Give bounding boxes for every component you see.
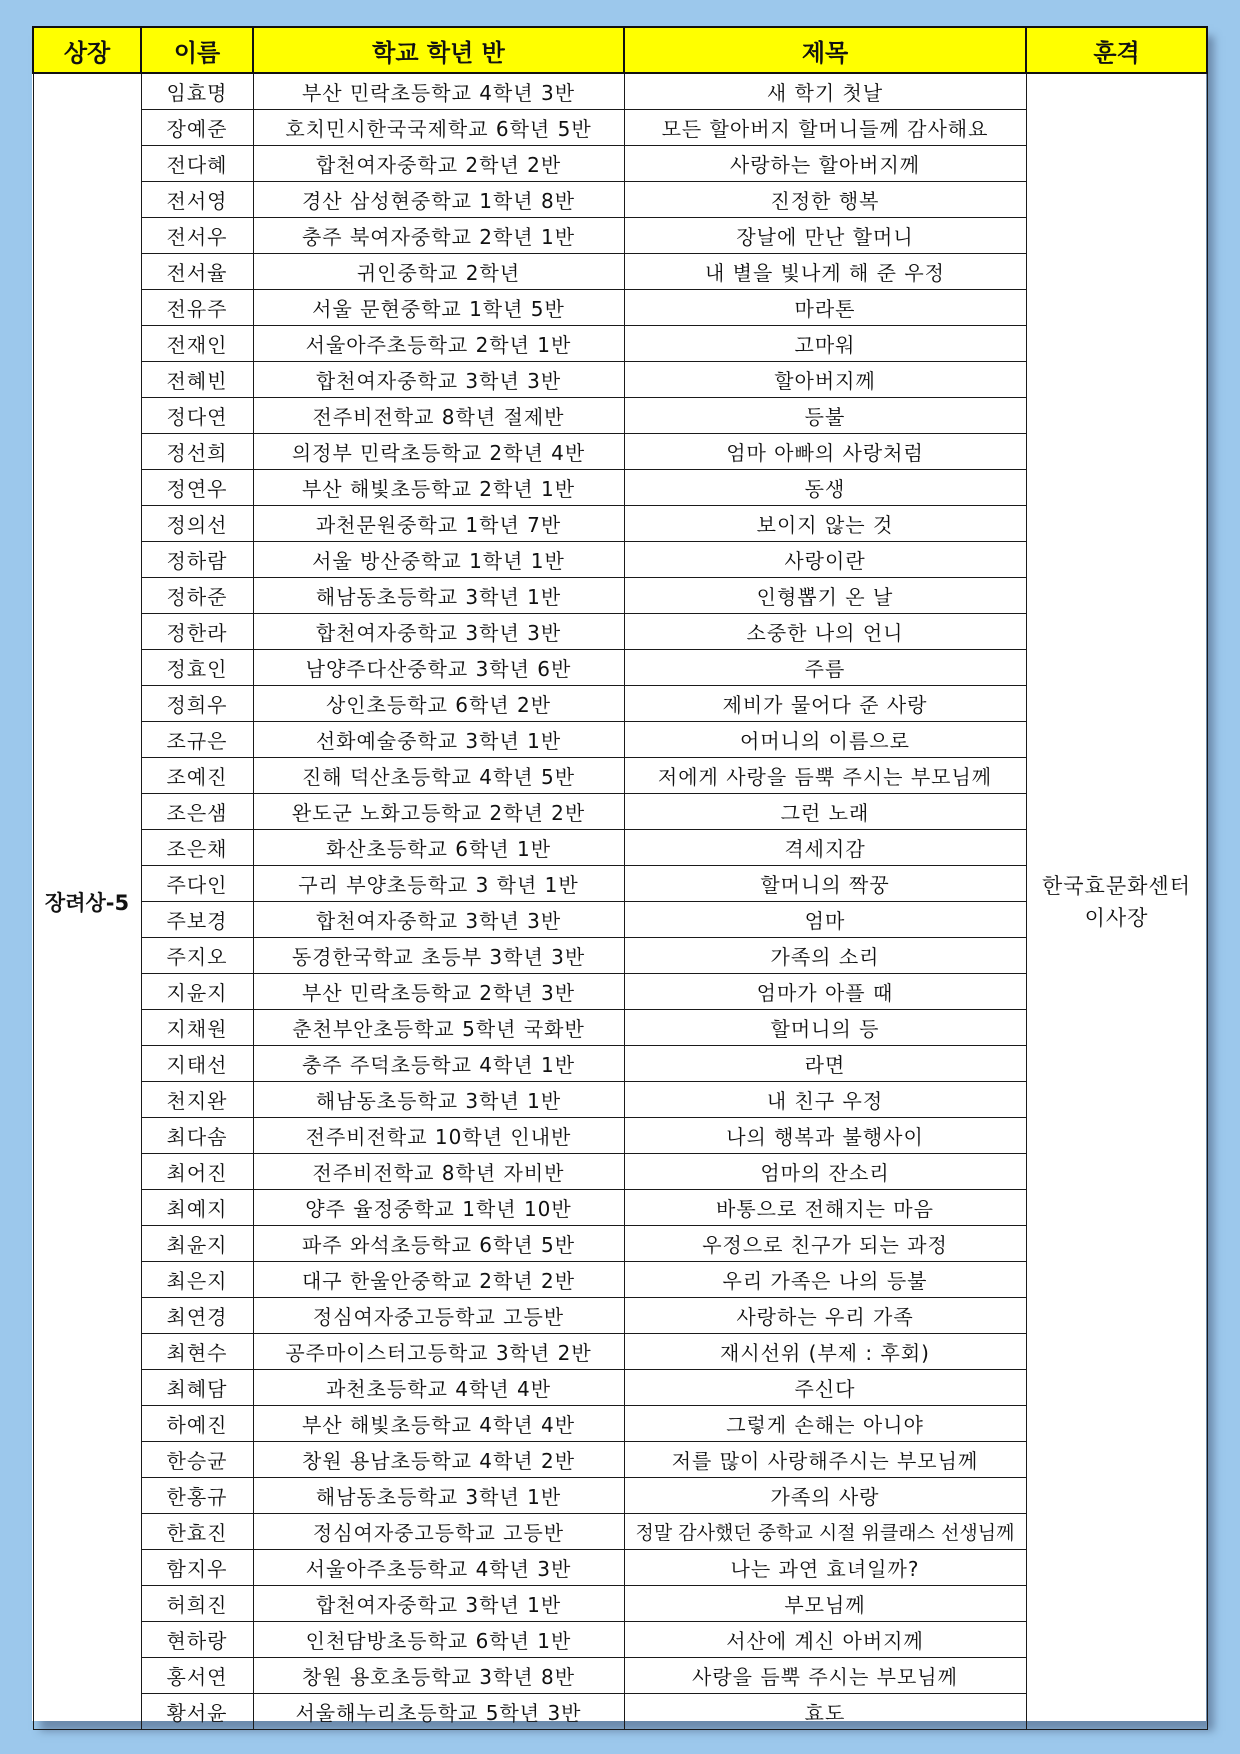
name-cell: 허희진 <box>141 1586 253 1622</box>
name-cell: 지윤지 <box>141 974 253 1010</box>
title-cell: 할머니의 짝꿍 <box>624 866 1026 902</box>
school-cell: 충주 북여자중학교 2학년 1반 <box>253 218 624 254</box>
name-cell: 지태선 <box>141 1046 253 1082</box>
school-cell: 해남동초등학교 3학년 1반 <box>253 1478 624 1514</box>
title-cell: 내 친구 우정 <box>624 1082 1026 1118</box>
school-cell: 해남동초등학교 3학년 1반 <box>253 578 624 614</box>
name-cell: 조예진 <box>141 758 253 794</box>
header-school: 학교 학년 반 <box>253 27 624 73</box>
header-title: 제목 <box>624 27 1026 73</box>
name-cell: 조은채 <box>141 830 253 866</box>
school-cell: 서울 방산중학교 1학년 1반 <box>253 542 624 578</box>
name-cell: 최현수 <box>141 1334 253 1370</box>
title-cell: 마라톤 <box>624 290 1026 326</box>
school-cell: 부산 해빛초등학교 2학년 1반 <box>253 470 624 506</box>
title-cell: 바통으로 전해지는 마음 <box>624 1190 1026 1226</box>
table-header <box>33 27 1207 73</box>
title-cell: 사랑하는 할아버지께 <box>624 146 1026 182</box>
school-cell: 정심여자중고등학교 고등반 <box>253 1514 624 1550</box>
name-cell: 정의선 <box>141 506 253 542</box>
school-cell: 합천여자중학교 3학년 3반 <box>253 362 624 398</box>
school-cell: 파주 와석초등학교 6학년 5반 <box>253 1226 624 1262</box>
name-cell: 전유주 <box>141 290 253 326</box>
school-cell: 전주비전학교 8학년 절제반 <box>253 398 624 434</box>
title-cell: 주름 <box>624 650 1026 686</box>
title-cell: 우정으로 친구가 되는 과정 <box>624 1226 1026 1262</box>
name-cell: 홍서연 <box>141 1658 253 1694</box>
school-cell: 전주비전학교 8학년 자비반 <box>253 1154 624 1190</box>
title-cell: 엄마의 잔소리 <box>624 1154 1026 1190</box>
title-cell: 할머니의 등 <box>624 1010 1026 1046</box>
school-cell: 해남동초등학교 3학년 1반 <box>253 1082 624 1118</box>
school-cell: 과천초등학교 4학년 4반 <box>253 1370 624 1406</box>
name-cell: 정희우 <box>141 686 253 722</box>
title-cell: 가족의 소리 <box>624 938 1026 974</box>
name-cell: 황서윤 <box>141 1694 253 1730</box>
title-cell: 저를 많이 사랑해주시는 부모님께 <box>624 1442 1026 1478</box>
name-cell: 최윤지 <box>141 1226 253 1262</box>
school-cell: 정심여자중고등학교 고등반 <box>253 1298 624 1334</box>
school-cell: 서울아주초등학교 4학년 3반 <box>253 1550 624 1586</box>
school-cell: 전주비전학교 10학년 인내반 <box>253 1118 624 1154</box>
title-cell: 사랑이란 <box>624 542 1026 578</box>
name-cell: 지채원 <box>141 1010 253 1046</box>
school-cell: 합천여자중학교 3학년 1반 <box>253 1586 624 1622</box>
title-cell: 저에게 사랑을 듬뿍 주시는 부모님께 <box>624 758 1026 794</box>
school-cell: 호치민시한국국제학교 6학년 5반 <box>253 110 624 146</box>
school-cell: 공주마이스터고등학교 3학년 2반 <box>253 1334 624 1370</box>
title-cell: 사랑을 듬뿍 주시는 부모님께 <box>624 1658 1026 1694</box>
school-cell: 부산 해빛초등학교 4학년 4반 <box>253 1406 624 1442</box>
name-cell: 전다혜 <box>141 146 253 182</box>
name-cell: 한효진 <box>141 1514 253 1550</box>
school-cell: 서울 문현중학교 1학년 5반 <box>253 290 624 326</box>
title-cell: 할아버지께 <box>624 362 1026 398</box>
title-cell: 동생 <box>624 470 1026 506</box>
title-cell: 고마워 <box>624 326 1026 362</box>
header-award: 상장 <box>33 27 141 73</box>
school-cell: 진해 덕산초등학교 4학년 5반 <box>253 758 624 794</box>
title-cell: 효도 <box>624 1694 1026 1730</box>
school-cell: 과천문원중학교 1학년 7반 <box>253 506 624 542</box>
title-cell: 모든 할아버지 할머니들께 감사해요 <box>624 110 1026 146</box>
name-cell: 최예지 <box>141 1190 253 1226</box>
title-cell: 정말 감사했던 중학교 시절 위클래스 선생님께 <box>624 1514 1026 1550</box>
title-cell: 나의 행복과 불행사이 <box>624 1118 1026 1154</box>
lecture-line1: 한국효문화센터 <box>1041 873 1191 898</box>
title-cell: 주신다 <box>624 1370 1026 1406</box>
name-cell: 정하준 <box>141 578 253 614</box>
name-cell: 주지오 <box>141 938 253 974</box>
school-cell: 서울아주초등학교 2학년 1반 <box>253 326 624 362</box>
name-cell: 전혜빈 <box>141 362 253 398</box>
title-cell: 그렇게 손해는 아니야 <box>624 1406 1026 1442</box>
award-cell: 장려상-5 <box>33 73 141 1730</box>
school-cell: 상인초등학교 6학년 2반 <box>253 686 624 722</box>
title-cell: 제비가 물어다 준 사랑 <box>624 686 1026 722</box>
title-cell: 어머니의 이름으로 <box>624 722 1026 758</box>
name-cell: 조은샘 <box>141 794 253 830</box>
school-cell: 부산 민락초등학교 2학년 3반 <box>253 974 624 1010</box>
school-cell: 경산 삼성현중학교 1학년 8반 <box>253 182 624 218</box>
title-cell: 서산에 계신 아버지께 <box>624 1622 1026 1658</box>
school-cell: 양주 율정중학교 1학년 10반 <box>253 1190 624 1226</box>
school-cell: 동경한국학교 초등부 3학년 3반 <box>253 938 624 974</box>
name-cell: 정효인 <box>141 650 253 686</box>
title-cell: 엄마가 아플 때 <box>624 974 1026 1010</box>
name-cell: 한홍규 <box>141 1478 253 1514</box>
school-cell: 화산초등학교 6학년 1반 <box>253 830 624 866</box>
table-body <box>33 73 1207 1730</box>
school-cell: 창원 용호초등학교 3학년 8반 <box>253 1658 624 1694</box>
title-cell: 부모님께 <box>624 1586 1026 1622</box>
title-cell: 사랑하는 우리 가족 <box>624 1298 1026 1334</box>
award-table <box>32 26 1208 1730</box>
school-cell: 춘천부안초등학교 5학년 국화반 <box>253 1010 624 1046</box>
name-cell: 주다인 <box>141 866 253 902</box>
title-cell: 진정한 행복 <box>624 182 1026 218</box>
name-cell: 정다연 <box>141 398 253 434</box>
title-cell: 등불 <box>624 398 1026 434</box>
title-cell: 그런 노래 <box>624 794 1026 830</box>
name-cell: 장예준 <box>141 110 253 146</box>
school-cell: 선화예술중학교 3학년 1반 <box>253 722 624 758</box>
name-cell: 현하랑 <box>141 1622 253 1658</box>
name-cell: 천지완 <box>141 1082 253 1118</box>
school-cell: 구리 부양초등학교 3 학년 1반 <box>253 866 624 902</box>
school-cell: 부산 민락초등학교 4학년 3반 <box>253 73 624 110</box>
name-cell: 전서영 <box>141 182 253 218</box>
name-cell: 최연경 <box>141 1298 253 1334</box>
name-cell: 임효명 <box>141 73 253 110</box>
school-cell: 인천담방초등학교 6학년 1반 <box>253 1622 624 1658</box>
lecture-line2: 이사장 <box>1084 905 1149 930</box>
name-cell: 최어진 <box>141 1154 253 1190</box>
school-cell: 의정부 민락초등학교 2학년 4반 <box>253 434 624 470</box>
name-cell: 조규은 <box>141 722 253 758</box>
name-cell: 전서우 <box>141 218 253 254</box>
title-cell: 장날에 만난 할머니 <box>624 218 1026 254</box>
header-lecture: 훈격 <box>1026 27 1207 73</box>
school-cell: 대구 한울안중학교 2학년 2반 <box>253 1262 624 1298</box>
school-cell: 서울해누리초등학교 5학년 3반 <box>253 1694 624 1730</box>
title-cell: 엄마 <box>624 902 1026 938</box>
name-cell: 하예진 <box>141 1406 253 1442</box>
school-cell: 귀인중학교 2학년 <box>253 254 624 290</box>
title-cell: 재시선위 (부제 : 후회) <box>624 1334 1026 1370</box>
school-cell: 합천여자중학교 3학년 3반 <box>253 902 624 938</box>
title-cell: 나는 과연 효녀일까? <box>624 1550 1026 1586</box>
title-cell: 엄마 아빠의 사랑처럼 <box>624 434 1026 470</box>
title-cell: 라면 <box>624 1046 1026 1082</box>
title-cell: 격세지감 <box>624 830 1026 866</box>
school-cell: 남양주다산중학교 3학년 6반 <box>253 650 624 686</box>
title-cell: 내 별을 빛나게 해 준 우정 <box>624 254 1026 290</box>
name-cell: 최혜담 <box>141 1370 253 1406</box>
name-cell: 정한라 <box>141 614 253 650</box>
award-list-sheet <box>32 26 1206 1725</box>
header-name: 이름 <box>141 27 253 73</box>
name-cell: 최은지 <box>141 1262 253 1298</box>
name-cell: 정연우 <box>141 470 253 506</box>
school-cell: 합천여자중학교 3학년 3반 <box>253 614 624 650</box>
name-cell: 최다솜 <box>141 1118 253 1154</box>
title-cell: 새 학기 첫날 <box>624 73 1026 110</box>
name-cell: 주보경 <box>141 902 253 938</box>
school-cell: 합천여자중학교 2학년 2반 <box>253 146 624 182</box>
title-cell: 가족의 사랑 <box>624 1478 1026 1514</box>
name-cell: 전재인 <box>141 326 253 362</box>
lecture-cell <box>1026 73 1207 1730</box>
school-cell: 완도군 노화고등학교 2학년 2반 <box>253 794 624 830</box>
header-row <box>33 27 1207 73</box>
table-row <box>33 73 1207 110</box>
name-cell: 정선희 <box>141 434 253 470</box>
name-cell: 함지우 <box>141 1550 253 1586</box>
name-cell: 전서율 <box>141 254 253 290</box>
title-cell: 인형뽑기 온 날 <box>624 578 1026 614</box>
school-cell: 창원 용남초등학교 4학년 2반 <box>253 1442 624 1478</box>
title-cell: 우리 가족은 나의 등불 <box>624 1262 1026 1298</box>
school-cell: 충주 주덕초등학교 4학년 1반 <box>253 1046 624 1082</box>
name-cell: 정하람 <box>141 542 253 578</box>
name-cell: 한승균 <box>141 1442 253 1478</box>
title-cell: 소중한 나의 언니 <box>624 614 1026 650</box>
title-cell: 보이지 않는 것 <box>624 506 1026 542</box>
